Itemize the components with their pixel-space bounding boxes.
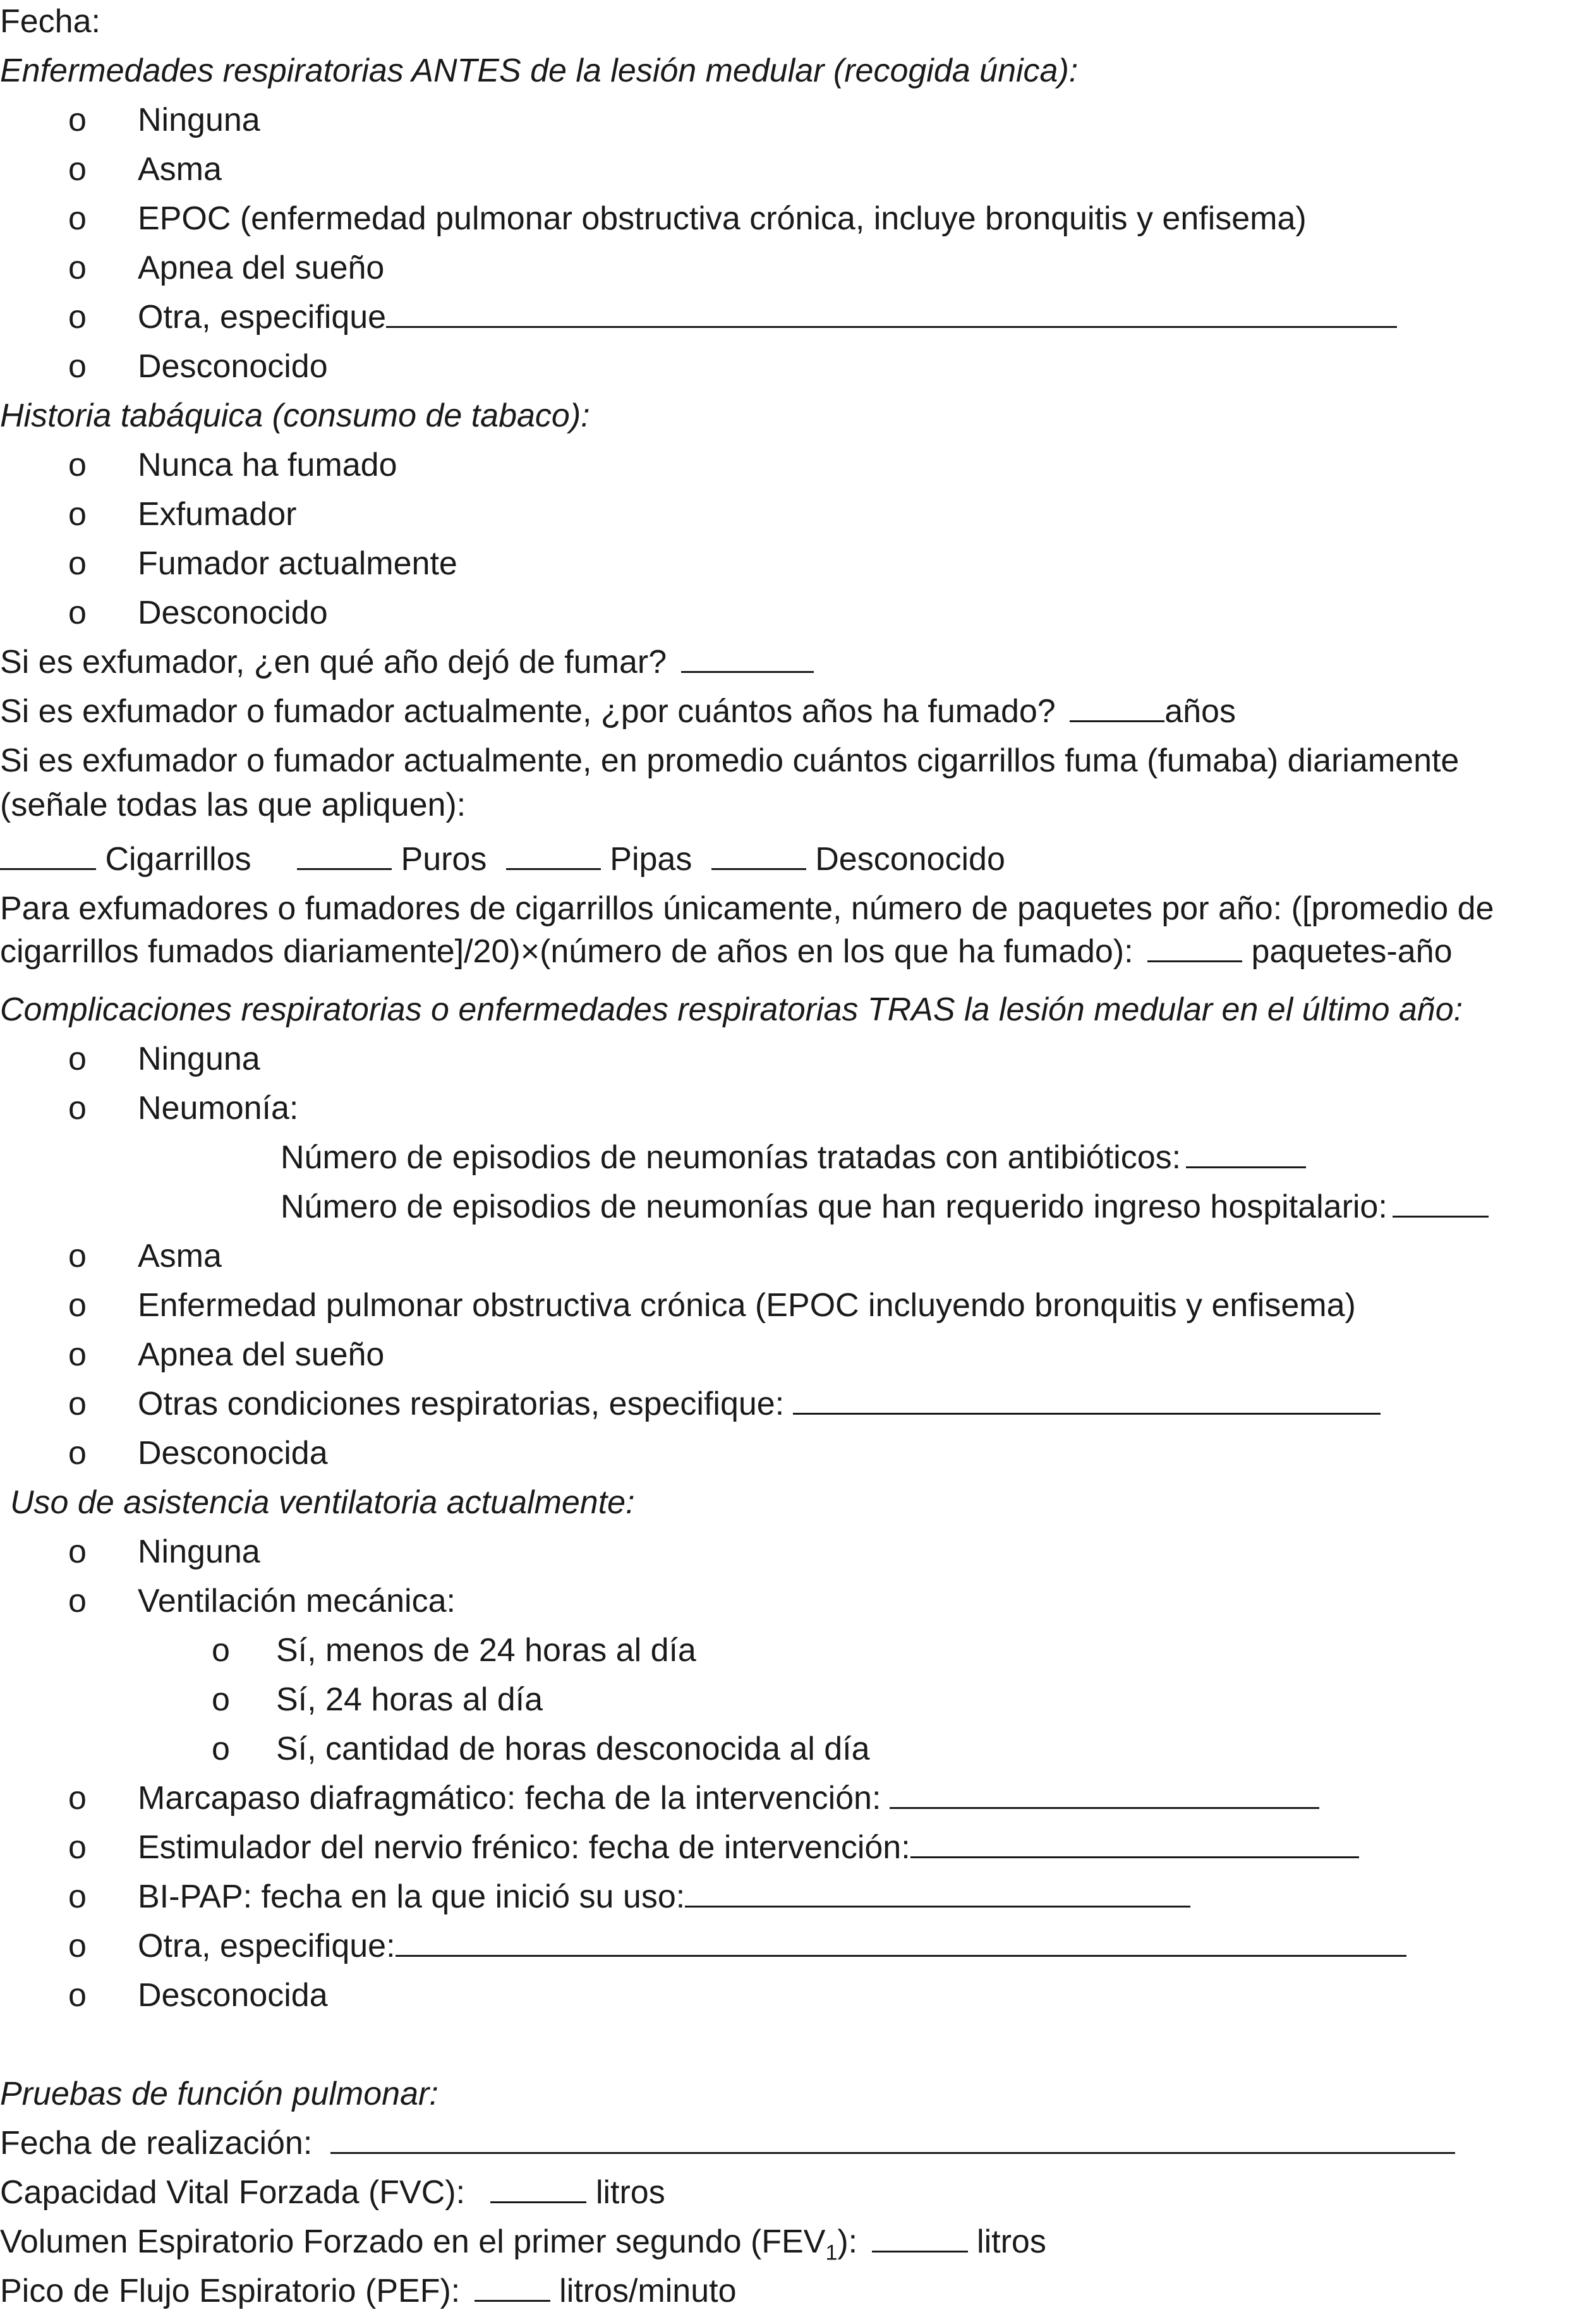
tobacco-type: Desconocido (815, 841, 1005, 878)
quit-year-row (0, 643, 814, 681)
bullet: o (68, 1336, 87, 1373)
years-unit: años (1164, 693, 1236, 730)
option-label: Desconocido (138, 348, 328, 385)
bullet: o (68, 348, 87, 385)
pre-heading: Enfermedades respiratorias ANTES de la lesión medular (recogida única): (0, 52, 1079, 89)
pef-row (0, 2272, 736, 2310)
option-label: Ninguna (138, 102, 260, 138)
bullet: o (68, 545, 87, 582)
bullet: o (68, 595, 87, 631)
bullet: o (68, 1041, 87, 1077)
fecha-label: Fecha: (0, 3, 100, 40)
pack-years-line2: cigarrillos fumados diariamente]/20)×(número de años en los que ha fumado): (0, 933, 1134, 970)
pneumonia-antibiotics-blank[interactable] (1186, 1141, 1306, 1168)
option-label: Otra, especifique: (138, 1928, 396, 1964)
fev1-label: Volumen Espiratorio Forzado en el primer segundo (FEV (0, 2223, 826, 2260)
fev1-label-close: ): (837, 2223, 858, 2260)
pneumonia-antibiotics-label: Número de episodios de neumonías tratadas con antibióticos: (281, 1139, 1182, 1176)
bullet: o (68, 250, 87, 286)
bullet: o (68, 1533, 87, 1570)
post-heading: Complicaciones respiratorias o enfermedades respiratorias TRAS la lesión medular en el último año: (0, 991, 1463, 1028)
option-label: Ninguna (138, 1533, 260, 1570)
fev1-row (0, 2223, 1046, 2271)
tobacco-types-row (0, 840, 1005, 878)
option-label: Nunca ha fumado (138, 447, 397, 483)
bullet: o (212, 1632, 230, 1669)
bullet: o (68, 1780, 87, 1817)
vent-heading: Uso de asistencia ventilatoria actualmente: (10, 1484, 635, 1521)
pft-date-label: Fecha de realización: (0, 2125, 313, 2162)
option-label: Enfermedad pulmonar obstructiva crónica (EPOC incluyendo bronquitis y enfisema) (138, 1287, 1356, 1324)
pft-date-blank[interactable] (330, 2127, 1455, 2154)
option-label: EPOC (enfermedad pulmonar obstructiva crónica, incluye bronquitis y enfisema) (138, 200, 1307, 237)
option-label: Fumador actualmente (138, 545, 457, 582)
quit-year-question: Si es exfumador, ¿en qué año dejó de fumar? (0, 644, 667, 680)
bullet: o (68, 299, 87, 336)
option-label: Estimulador del nervio frénico: fecha de intervención: (138, 1829, 910, 1866)
option-label: Otras condiciones respiratorias, especifique: (138, 1386, 785, 1422)
fev1-blank[interactable] (872, 2225, 968, 2253)
option-label: Apnea del sueño (138, 1336, 385, 1373)
option-label: Asma (138, 151, 222, 188)
bullet: o (212, 1681, 230, 1718)
option-label: Sí, 24 horas al día (276, 1681, 543, 1718)
pipes-blank[interactable] (506, 843, 601, 870)
pft-date-row (0, 2124, 1455, 2162)
tobacco-type: Puros (401, 841, 487, 878)
bullet: o (68, 1928, 87, 1964)
tobacco-type: Cigarrillos (105, 841, 251, 878)
tobacco-type: Pipas (610, 841, 692, 878)
pneumonia-hospital-blank[interactable] (1393, 1190, 1489, 1218)
pef-unit: litros/minuto (559, 2273, 737, 2309)
option-label: Sí, menos de 24 horas al día (276, 1632, 696, 1669)
bullet: o (212, 1731, 230, 1767)
years-smoked-question: Si es exfumador o fumador actualmente, ¿por cuántos años ha fumado? (0, 693, 1056, 730)
option-label: Desconocida (138, 1977, 328, 2014)
smoking-heading: Historia tabáquica (consumo de tabaco): (0, 397, 590, 434)
bullet: o (68, 1435, 87, 1472)
bullet: o (68, 102, 87, 138)
fev1-subscript: 1 (825, 2240, 838, 2265)
specify-blank[interactable] (396, 1930, 1406, 1957)
bullet: o (68, 1583, 87, 1619)
option-label: BI-PAP: fecha en la que inició su uso: (138, 1878, 686, 1915)
fvc-label: Capacidad Vital Forzada (FVC): (0, 2174, 466, 2211)
bullet: o (68, 496, 87, 533)
cigars-blank[interactable] (297, 843, 392, 870)
unknown-blank[interactable] (711, 843, 806, 870)
option-label: Sí, cantidad de horas desconocida al día (276, 1731, 870, 1767)
years-smoked-row (0, 692, 1236, 730)
pef-blank[interactable] (475, 2275, 550, 2302)
pack-years-line1: Para exfumadores o fumadores de cigarrillos únicamente, número de paquetes por año: ([promedio de (0, 890, 1494, 927)
fvc-blank[interactable] (490, 2176, 586, 2203)
pack-years-row (0, 933, 1453, 971)
option-label: Asma (138, 1238, 222, 1274)
specify-blank[interactable] (386, 301, 1397, 328)
bullet: o (68, 1878, 87, 1915)
pacer-date-blank[interactable] (890, 1782, 1319, 1809)
option-label: Marcapaso diafragmático: fecha de la intervención: (138, 1780, 881, 1817)
option-label: Desconocida (138, 1435, 328, 1472)
bullet: o (68, 1238, 87, 1274)
option-label: Ventilación mecánica: (138, 1583, 456, 1619)
pef-label: Pico de Flujo Espiratorio (PEF): (0, 2273, 461, 2309)
pneumonia-hospital-label: Número de episodios de neumonías que han requerido ingreso hospitalario: (281, 1188, 1387, 1225)
bullet: o (68, 447, 87, 483)
fvc-row (0, 2174, 665, 2211)
option-label: Otra, especifique (138, 299, 387, 336)
specify-blank[interactable] (793, 1388, 1381, 1415)
option-label: Neumonía: (138, 1090, 299, 1127)
bullet: o (68, 1287, 87, 1324)
bullet: o (68, 1386, 87, 1422)
pack-years-blank[interactable] (1147, 935, 1242, 962)
option-label: Ninguna (138, 1041, 260, 1077)
pft-heading: Pruebas de función pulmonar: (0, 2076, 438, 2112)
quit-year-blank[interactable] (681, 646, 814, 673)
avg-question-line2: (señale todas las que apliquen): (0, 787, 466, 823)
bullet: o (68, 1090, 87, 1127)
phrenic-date-blank[interactable] (910, 1831, 1359, 1858)
avg-question-line1: Si es exfumador o fumador actualmente, en promedio cuántos cigarrillos fuma (fumaba) diariamente (0, 742, 1460, 779)
bipap-date-blank[interactable] (685, 1880, 1190, 1908)
years-smoked-blank[interactable] (1070, 695, 1164, 722)
pack-years-unit: paquetes-año (1251, 933, 1453, 970)
fev1-unit: litros (977, 2223, 1046, 2260)
bullet: o (68, 200, 87, 237)
fvc-unit: litros (595, 2174, 665, 2211)
option-label: Desconocido (138, 595, 328, 631)
option-label: Apnea del sueño (138, 250, 385, 286)
bullet: o (68, 1977, 87, 2014)
fecha-row (0, 3, 100, 40)
cigarettes-blank[interactable] (0, 843, 96, 870)
bullet: o (68, 151, 87, 188)
bullet: o (68, 1829, 87, 1866)
option-label: Exfumador (138, 496, 297, 533)
